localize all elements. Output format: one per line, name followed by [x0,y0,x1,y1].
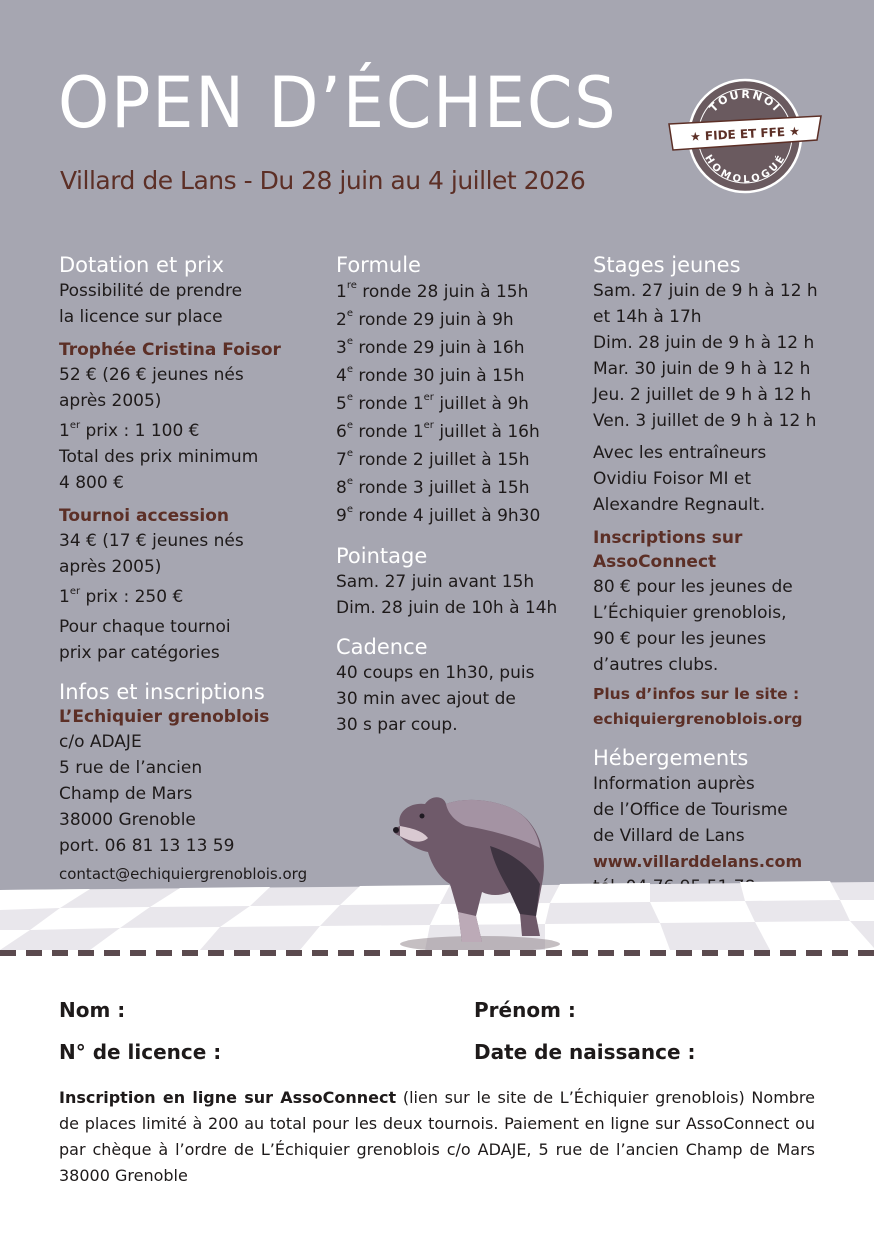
formule-heading: Formule [336,253,421,277]
accession-line: après 2005) [59,557,162,577]
round-item: 2e ronde 29 juin à 9h [336,308,514,330]
homologation-seal-icon [665,76,825,196]
round-item: 1re ronde 28 juin à 15h [336,280,529,302]
stages-line: Dim. 28 juin de 9 h à 12 h [593,333,815,353]
round-item: 6e ronde 1er juillet à 16h [336,420,540,442]
round-item: 5e ronde 1er juillet à 9h [336,392,529,414]
club-name: L’Echiquier grenoblois [59,707,270,727]
cadence-line: 30 s par coup. [336,715,458,735]
stages-line: Ven. 3 juillet de 9 h à 12 h [593,411,817,431]
club-site-link[interactable]: echiquiergrenoblois.org [593,710,803,728]
stages-line: Mar. 30 juin de 9 h à 12 h [593,359,811,379]
hebergements-line: Information auprès [593,774,755,794]
pointage-line: Dim. 28 juin de 10h à 14h [336,598,558,618]
villard-site-link[interactable]: www.villarddelans.com [593,852,803,871]
plus-infos-label: Plus d’infos sur le site : [593,685,800,703]
categories-line: prix par catégories [59,643,220,663]
inscriptions-line: d’autres clubs. [593,655,719,675]
inscriptions-heading: AssoConnect [593,552,717,572]
trophee-prize: 1er prix : 1 100 € [59,420,200,441]
round-item: 3e ronde 29 juin à 16h [336,336,525,358]
pointage-heading: Pointage [336,544,428,568]
trophee-line: 52 € (26 € jeunes nés [59,365,244,385]
round-item: 4e ronde 30 juin à 15h [336,364,525,386]
column-dotation [59,252,329,887]
accession-heading: Tournoi accession [59,506,230,526]
naissance-label: Date de naissance : [474,1040,696,1064]
stages-line: Sam. 27 juin de 9 h à 12 h [593,281,818,301]
registration-lead: Inscription en ligne sur AssoConnect [59,1088,397,1107]
address-line: Champ de Mars [59,784,193,804]
trophee-total: Total des prix minimum [59,447,259,467]
rounds-list [336,278,586,530]
round-item: 7e ronde 2 juillet à 15h [336,448,530,470]
coaches-line: Alexandre Regnault. [593,495,766,515]
round-item: 8e ronde 3 juillet à 15h [336,476,530,498]
cadence-line: 40 coups en 1h30, puis [336,663,535,683]
poster-subtitle: Villard de Lans - Du 28 juin au 4 juillet 2026 [60,166,586,195]
stages-line: et 14h à 17h [593,307,702,327]
address-line: c/o ADAJE [59,732,142,752]
hebergements-line: de Villard de Lans [593,826,745,846]
licence-label: N° de licence : [59,1040,222,1064]
address-line: 5 rue de l’ancien [59,758,203,778]
accession-line: 34 € (17 € jeunes nés [59,531,244,551]
stages-heading: Stages jeunes [593,253,741,277]
inscriptions-heading: Inscriptions sur [593,528,743,548]
coaches-line: Avec les entraîneurs [593,443,767,463]
trophee-heading: Trophée Cristina Foisor [59,340,281,360]
trophee-total: 4 800 € [59,473,124,493]
prenom-label: Prénom : [474,998,576,1022]
categories-line: Pour chaque tournoi [59,617,231,637]
column-stages [593,252,863,900]
cadence-heading: Cadence [336,635,428,659]
bear-illustration-icon [370,786,560,950]
accession-prize: 1er prix : 250 € [59,586,184,607]
inscriptions-line: 80 € pour les jeunes de [593,577,793,597]
poster-title: OPEN D’ÉCHECS [58,62,618,144]
registration-text: (lien sur le site de L’Échiquier grenoblois) Nombre de places limité à 200 au total pour les deux tournois. Paiement en ligne sur AssoConnect ou par chèque à l’ordre de L’Échiquier grenoblois c/o ADAJE, 5 rue de l’ancien Champ de Mars 38000 Grenoble [59,1088,815,1185]
coaches-line: Ovidiu Foisor MI et [593,469,752,489]
infos-heading: Infos et inscriptions [59,680,265,704]
registration-info [59,1085,815,1189]
seal-top-text: TOURNOI [706,87,784,115]
seal-band-text: ★ FIDE ET FFE ★ [689,124,801,144]
dotation-line: la licence sur place [59,307,223,327]
nom-label: Nom : [59,998,126,1022]
inscriptions-line: L’Échiquier grenoblois, [593,603,787,623]
stages-line: Jeu. 2 juillet de 9 h à 12 h [593,385,812,405]
phone-line: port. 06 81 13 13 59 [59,836,235,856]
hebergements-heading: Hébergements [593,746,749,770]
email-link[interactable]: contact@echiquiergrenoblois.org [59,865,308,883]
inscriptions-line: 90 € pour les jeunes [593,629,767,649]
address-line: 38000 Grenoble [59,810,196,830]
dotation-heading: Dotation et prix [59,253,225,277]
hebergements-line: de l’Office de Tourisme [593,800,788,820]
trophee-line: après 2005) [59,391,162,411]
cut-line-divider [0,950,874,956]
column-formule [336,252,586,738]
round-item: 9e ronde 4 juillet à 9h30 [336,504,541,526]
pointage-line: Sam. 27 juin avant 15h [336,572,535,592]
seal-bottom-text: HOMOLOGUÉ [702,153,788,186]
cadence-line: 30 min avec ajout de [336,689,516,709]
dotation-line: Possibilité de prendre [59,281,243,301]
